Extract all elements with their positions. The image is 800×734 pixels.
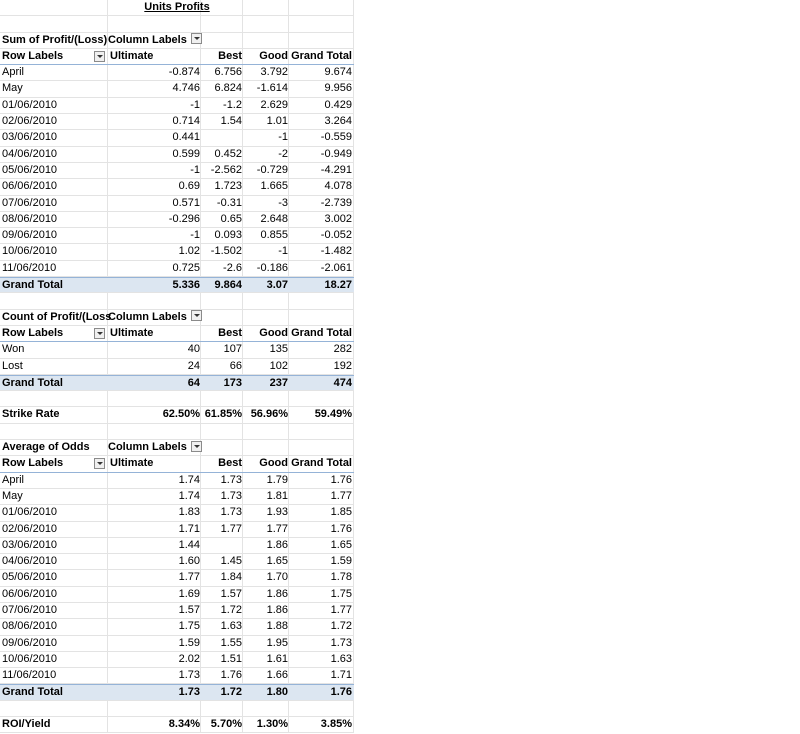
row-labels-cell[interactable] [2, 456, 106, 471]
spreadsheet-grid [0, 0, 354, 733]
cell-value: -3 [278, 196, 288, 209]
cell-value: 1.93 [266, 506, 288, 519]
cell-value: -0.729 [256, 163, 288, 176]
odds-pivot-column-headers [0, 456, 354, 472]
cell-value: 66 [229, 359, 242, 372]
column-labels-cell[interactable] [108, 440, 248, 455]
column-labels-text: Column Labels [108, 310, 187, 323]
cell-value: 1.86 [266, 603, 288, 616]
cell-value: 1.70 [266, 571, 288, 584]
strike-row [0, 407, 354, 423]
cell-value: 0.725 [172, 261, 200, 274]
cell-value: 1.77 [178, 571, 200, 584]
cell-value: -1.2 [223, 98, 242, 111]
cell-value: 1.77 [330, 603, 352, 616]
cell-value: 1.74 [178, 489, 200, 502]
table-row [0, 163, 354, 179]
row-labels-text: Row Labels [2, 326, 64, 339]
pivot-rows [0, 0, 354, 733]
row-labels-cell[interactable] [2, 326, 106, 341]
strike-value: 59.49% [314, 408, 352, 421]
grand-total-value: 1.76 [330, 686, 352, 699]
empty-row [0, 391, 354, 407]
row-labels-filter-button[interactable] [94, 328, 105, 339]
grand-total-label: Grand Total [2, 279, 63, 292]
strike-label: Strike Rate [2, 408, 60, 421]
cell-value: 0.441 [172, 131, 200, 144]
cell-value: 1.77 [266, 522, 288, 535]
column-labels-text: Column Labels [108, 441, 187, 454]
cell-value: 1.75 [178, 620, 200, 633]
cell-value: 1.723 [214, 180, 242, 193]
cell-value: 40 [187, 343, 200, 356]
cell-value: 1.44 [178, 538, 200, 551]
cell-value: -1 [190, 163, 200, 176]
cell-value: -1 [190, 229, 200, 242]
row-label: 03/06/2010 [2, 131, 58, 144]
value-field-label: Sum of Profit/(Loss) [2, 33, 108, 46]
column-header-ultimate: Ultimate [110, 457, 154, 470]
column-labels-filter-button[interactable] [191, 310, 202, 321]
cell-value: 1.73 [220, 506, 242, 519]
table-row [0, 603, 354, 619]
cell-value: 1.60 [178, 555, 200, 568]
empty-row [0, 16, 354, 32]
count-pivot-column-headers [0, 326, 354, 342]
column-header-grand-total: Grand Total [291, 49, 352, 62]
cell-value: 4.746 [172, 82, 200, 95]
value-field-label: Average of Odds [2, 441, 90, 454]
cell-value: 0.855 [260, 229, 288, 242]
strike-value: 56.96% [250, 408, 288, 421]
cell-value: 1.84 [220, 571, 242, 584]
table-row [0, 636, 354, 652]
table-row [0, 81, 354, 97]
column-header-best: Best [218, 457, 242, 470]
row-label: April [2, 473, 25, 486]
table-row [0, 212, 354, 228]
row-label: 02/06/2010 [2, 522, 58, 535]
empty-row [0, 424, 354, 440]
cell-value: -0.874 [168, 66, 200, 79]
table-row [0, 587, 354, 603]
row-label: Won [2, 343, 25, 356]
column-header-good: Good [259, 49, 288, 62]
table-row [0, 522, 354, 538]
cell-value: 9.674 [324, 66, 352, 79]
column-header-ultimate: Ultimate [110, 49, 154, 62]
cell-value: -1 [278, 245, 288, 258]
table-row [0, 228, 354, 244]
cell-value: 1.63 [330, 652, 352, 665]
grand-total-value: 64 [187, 376, 200, 389]
row-label: 06/06/2010 [2, 180, 58, 193]
cell-value: 107 [223, 343, 242, 356]
cell-value: 3.792 [260, 66, 288, 79]
odds-grand-total-row [0, 684, 354, 700]
roi-value: 5.70% [210, 718, 242, 731]
cell-value: 1.71 [330, 669, 352, 682]
cell-value: -1 [278, 131, 288, 144]
cell-value: 0.714 [172, 115, 200, 128]
empty-row [0, 293, 354, 309]
cell-value: -2.6 [223, 261, 242, 274]
table-row [0, 244, 354, 260]
cell-value: 0.65 [220, 212, 242, 225]
cell-value: 1.54 [220, 115, 242, 128]
strike-value: 61.85% [204, 408, 242, 421]
cell-value: 1.45 [220, 555, 242, 568]
row-label: 03/06/2010 [2, 538, 58, 551]
row-label: 09/06/2010 [2, 229, 58, 242]
grand-total-label: Grand Total [2, 376, 63, 389]
cell-value: 282 [333, 343, 352, 356]
row-labels-text: Row Labels [2, 49, 64, 62]
grand-total-value: 3.07 [266, 279, 288, 292]
cell-value: -0.559 [320, 131, 352, 144]
grand-total-value: 237 [269, 376, 288, 389]
table-row [0, 261, 354, 277]
cell-value: 1.665 [260, 180, 288, 193]
table-row [0, 619, 354, 635]
cell-value: 1.95 [266, 636, 288, 649]
cell-value: -0.186 [256, 261, 288, 274]
row-labels-cell[interactable] [2, 49, 106, 64]
cell-value: 24 [187, 359, 200, 372]
strike-value: 62.50% [162, 408, 200, 421]
row-label: 04/06/2010 [2, 555, 58, 568]
grand-total-value: 1.72 [220, 686, 242, 699]
cell-value: -0.052 [320, 229, 352, 242]
cell-value: 1.71 [178, 522, 200, 535]
cell-value: 1.73 [220, 473, 242, 486]
cell-value: 1.66 [266, 669, 288, 682]
column-header-best: Best [218, 326, 242, 339]
table-row [0, 65, 354, 81]
cell-value: 2.02 [178, 652, 200, 665]
cell-value: 102 [269, 359, 288, 372]
cell-value: -4.291 [320, 163, 352, 176]
roi-value: 3.85% [320, 718, 352, 731]
table-row [0, 98, 354, 114]
cell-value: -1.614 [256, 82, 288, 95]
cell-value: -2 [278, 147, 288, 160]
table-row [0, 652, 354, 668]
roi-value: 1.30% [256, 718, 288, 731]
cell-value: 1.59 [178, 636, 200, 649]
table-row [0, 473, 354, 489]
cell-value: -2.061 [320, 261, 352, 274]
grand-total-value: 1.80 [266, 686, 288, 699]
cell-value: 4.078 [324, 180, 352, 193]
row-label: 04/06/2010 [2, 147, 58, 160]
cell-value: 1.76 [330, 522, 352, 535]
row-label: 08/06/2010 [2, 620, 58, 633]
column-labels-text: Column Labels [108, 33, 187, 46]
grand-total-value: 1.73 [178, 686, 200, 699]
table-row [0, 147, 354, 163]
cell-value: 0.571 [172, 196, 200, 209]
cell-value: 1.75 [330, 587, 352, 600]
cell-value: 1.57 [178, 603, 200, 616]
cell-value: 1.83 [178, 506, 200, 519]
row-label: Lost [2, 359, 23, 372]
cell-value: -0.296 [168, 212, 200, 225]
table-row [0, 359, 354, 375]
row-label: 10/06/2010 [2, 652, 58, 665]
odds-pivot-header [0, 440, 354, 456]
row-label: May [2, 489, 23, 502]
table-row [0, 489, 354, 505]
cell-value: 1.69 [178, 587, 200, 600]
roi-row [0, 717, 354, 733]
cell-value: 3.002 [324, 212, 352, 225]
cell-value: -1 [190, 98, 200, 111]
row-label: 05/06/2010 [2, 571, 58, 584]
column-labels-cell[interactable] [108, 33, 248, 48]
column-header-grand-total: Grand Total [291, 326, 352, 339]
cell-value: 1.55 [220, 636, 242, 649]
cell-value: 1.59 [330, 555, 352, 568]
cell-value: 0.093 [214, 229, 242, 242]
cell-value: -2.739 [320, 196, 352, 209]
cell-value: 3.264 [324, 115, 352, 128]
grand-total-value: 474 [333, 376, 352, 389]
cell-value: -0.31 [216, 196, 242, 209]
cell-value: 1.79 [266, 473, 288, 486]
roi-value: 8.34% [168, 718, 200, 731]
column-labels-cell[interactable] [108, 310, 248, 325]
table-row [0, 554, 354, 570]
column-labels-filter-button[interactable] [191, 441, 202, 452]
cell-value: 6.756 [214, 66, 242, 79]
row-label: 07/06/2010 [2, 196, 58, 209]
row-label: 02/06/2010 [2, 115, 58, 128]
row-label: 10/06/2010 [2, 245, 58, 258]
cell-value: 1.78 [330, 571, 352, 584]
cell-value: -1.502 [210, 245, 242, 258]
cell-value: 6.824 [214, 82, 242, 95]
grand-total-value: 5.336 [172, 279, 200, 292]
cell-value: -1.482 [320, 245, 352, 258]
row-label: 09/06/2010 [2, 636, 58, 649]
cell-value: 2.648 [260, 212, 288, 225]
cell-value: 1.86 [266, 538, 288, 551]
cell-value: -2.562 [210, 163, 242, 176]
table-row [0, 505, 354, 521]
cell-value: 192 [333, 359, 352, 372]
cell-value: 1.72 [220, 603, 242, 616]
cell-value: 1.02 [178, 245, 200, 258]
cell-value: 1.01 [266, 115, 288, 128]
cell-value: 135 [269, 343, 288, 356]
profit-pivot-header [0, 33, 354, 49]
roi-label: ROI/Yield [2, 718, 51, 731]
table-row [0, 342, 354, 358]
empty-row [0, 701, 354, 717]
cell-value: 1.76 [220, 669, 242, 682]
cell-value: 1.63 [220, 620, 242, 633]
table-row [0, 179, 354, 195]
cell-value: -0.949 [320, 147, 352, 160]
cell-value [200, 538, 242, 553]
cell-value: 1.73 [220, 489, 242, 502]
grand-total-value: 173 [223, 376, 242, 389]
table-row [0, 114, 354, 130]
cell-value: 1.77 [330, 489, 352, 502]
grand-total-label: Grand Total [2, 686, 63, 699]
cell-value: 1.77 [220, 522, 242, 535]
grand-total-value: 9.864 [214, 279, 242, 292]
table-row [0, 538, 354, 554]
column-header-best: Best [218, 49, 242, 62]
count-pivot-header [0, 310, 354, 326]
cell-value: 1.57 [220, 587, 242, 600]
cell-value: 1.74 [178, 473, 200, 486]
cell-value: 1.73 [330, 636, 352, 649]
row-label: April [2, 66, 25, 79]
row-labels-text: Row Labels [2, 457, 64, 470]
cell-value: 1.61 [266, 652, 288, 665]
cell-value: 0.69 [178, 180, 200, 193]
column-labels-filter-button[interactable] [191, 33, 202, 44]
column-header-good: Good [259, 457, 288, 470]
row-label: 11/06/2010 [2, 669, 57, 682]
row-labels-filter-button[interactable] [94, 51, 105, 62]
profit-grand-total-row [0, 277, 354, 293]
column-header-good: Good [259, 326, 288, 339]
row-label: 01/06/2010 [2, 506, 58, 519]
cell-value [200, 130, 242, 145]
row-label: 07/06/2010 [2, 603, 58, 616]
sheet-title: Units Profits [144, 1, 210, 13]
profit-pivot-column-headers [0, 49, 354, 65]
cell-value: 1.51 [220, 652, 242, 665]
cell-value: 0.452 [214, 147, 242, 160]
cell-value: 0.599 [172, 147, 200, 160]
cell-value: 0.429 [324, 98, 352, 111]
cell-value: 1.65 [266, 555, 288, 568]
cell-value: 1.88 [266, 620, 288, 633]
table-row [0, 130, 354, 146]
row-label: 06/06/2010 [2, 587, 58, 600]
table-row [0, 570, 354, 586]
grand-total-value: 18.27 [324, 279, 352, 292]
cell-value: 1.76 [330, 473, 352, 486]
cell-value: 1.73 [178, 669, 200, 682]
cell-value: 1.85 [330, 506, 352, 519]
cell-value: 1.65 [330, 538, 352, 551]
row-label: 05/06/2010 [2, 163, 58, 176]
value-field-label: Count of Profit/(Loss [2, 310, 112, 323]
cell-value: 9.956 [324, 82, 352, 95]
cell-value: 1.72 [330, 620, 352, 633]
column-header-ultimate: Ultimate [110, 326, 154, 339]
row-label: May [2, 82, 23, 95]
table-row [0, 668, 354, 684]
cell-value: 1.81 [266, 489, 288, 502]
row-label: 08/06/2010 [2, 212, 58, 225]
row-label: 11/06/2010 [2, 261, 57, 274]
column-header-grand-total: Grand Total [291, 457, 352, 470]
count-grand-total-row [0, 375, 354, 391]
cell-value: 1.86 [266, 587, 288, 600]
cell-value: 2.629 [260, 98, 288, 111]
row-labels-filter-button[interactable] [94, 458, 105, 469]
table-row [0, 196, 354, 212]
title-row [0, 0, 354, 16]
row-label: 01/06/2010 [2, 98, 58, 111]
